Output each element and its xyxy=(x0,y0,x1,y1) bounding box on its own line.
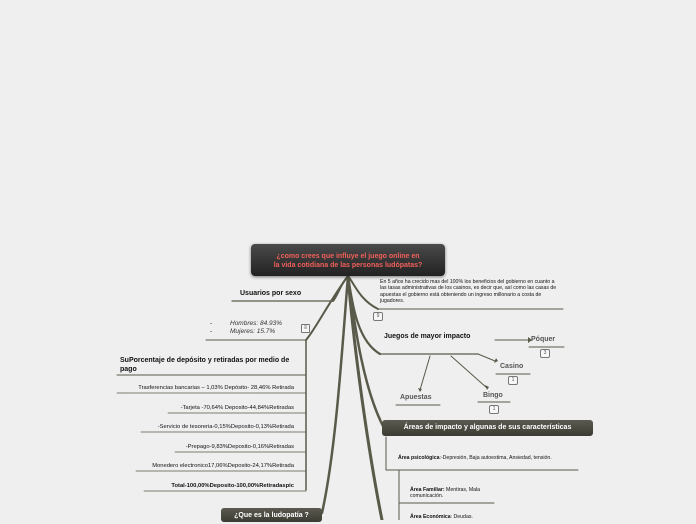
ludopatia-node[interactable]: ¿Que es la ludopatía ? xyxy=(221,508,322,522)
central-topic-line1: ¿como crees que influye el juego online en xyxy=(276,253,420,260)
notes-icon[interactable]: ≡ xyxy=(301,324,310,333)
poker-node[interactable]: Póquer xyxy=(531,336,556,343)
mujeres-value: Mujeres: 15.7% xyxy=(230,328,276,335)
usuarios-title-b: sexo xyxy=(285,290,302,297)
usuarios-title[interactable] xyxy=(240,290,301,297)
casino-node[interactable]: Casino xyxy=(500,363,524,370)
areas-node[interactable]: Áreas de impacto y algunas de sus características xyxy=(382,420,593,436)
apuestas-node[interactable]: Apuestas xyxy=(400,394,432,401)
hombres-dash: - xyxy=(210,320,213,327)
area-economica[interactable] xyxy=(410,514,510,520)
porcentaje-title[interactable]: SuPorcentaje de depósito y retiradas por medio de pago xyxy=(120,357,290,373)
hombres-value: Hombres: 84.93% xyxy=(230,320,283,327)
usuarios-title-a: Usuarios por xyxy=(240,290,284,297)
porcentaje-row-1[interactable]: Trasferencias bancarias – 1,03% Depósito- 28,46% Retirada xyxy=(138,385,294,391)
mujeres-dash: - xyxy=(210,328,213,335)
bingo-badge[interactable]: 1 xyxy=(489,405,499,414)
area-psicologica-text: :-Depresión, Baja autoestima, Ansiedad, tensión. xyxy=(439,455,552,461)
area-psicologica-label: Área psicológica xyxy=(398,455,440,461)
area-economica-text: : Deudas. xyxy=(450,514,473,520)
area-economica-label: Área Económica xyxy=(410,514,451,520)
intro-note[interactable]: En 5 años ha crecido mas del 100% los beneficios del gobierno en cuanto a las tasas administrativas de los casinos, es decir que, así como las casas de apuestas el gobierno está obteniendo un ingreso millonario a costa de jugadores. xyxy=(380,279,557,304)
porcentaje-row-5[interactable]: Monedero electronico17,06%Deposito-24,17%Retirada xyxy=(152,463,294,469)
porcentaje-row-total[interactable]: Total-100,00%Deposito-100,00%Retiradaspic xyxy=(171,483,294,489)
porcentaje-row-2[interactable]: -Tarjeta -70,64% Deposito-44,84%Retiradas xyxy=(180,405,294,411)
bingo-node[interactable]: Bingo xyxy=(483,392,503,399)
juegos-title[interactable]: Juegos de mayor impacto xyxy=(384,333,471,340)
area-familiar[interactable] xyxy=(410,487,495,500)
casino-badge[interactable]: 1 xyxy=(508,376,518,385)
porcentaje-row-4[interactable]: -Prepago-9,83%Deposito-0,16%Retiradas xyxy=(185,444,294,450)
area-familiar-text: Mentiras, Mala comunicación. xyxy=(410,487,481,500)
central-topic-line2: la vida cotidiana de las personas ludópatas? xyxy=(273,262,423,269)
porcentaje-row-3[interactable]: -Servicio de tesoreria-0,15%Deposito-0,13%Retirada xyxy=(157,424,294,430)
poker-badge[interactable]: 3 xyxy=(540,349,550,358)
central-topic[interactable] xyxy=(251,244,445,276)
area-familiar-label: Área Familiar: xyxy=(410,487,445,493)
intro-count-badge[interactable]: 9 xyxy=(373,312,383,321)
area-psicologica[interactable] xyxy=(398,455,568,461)
